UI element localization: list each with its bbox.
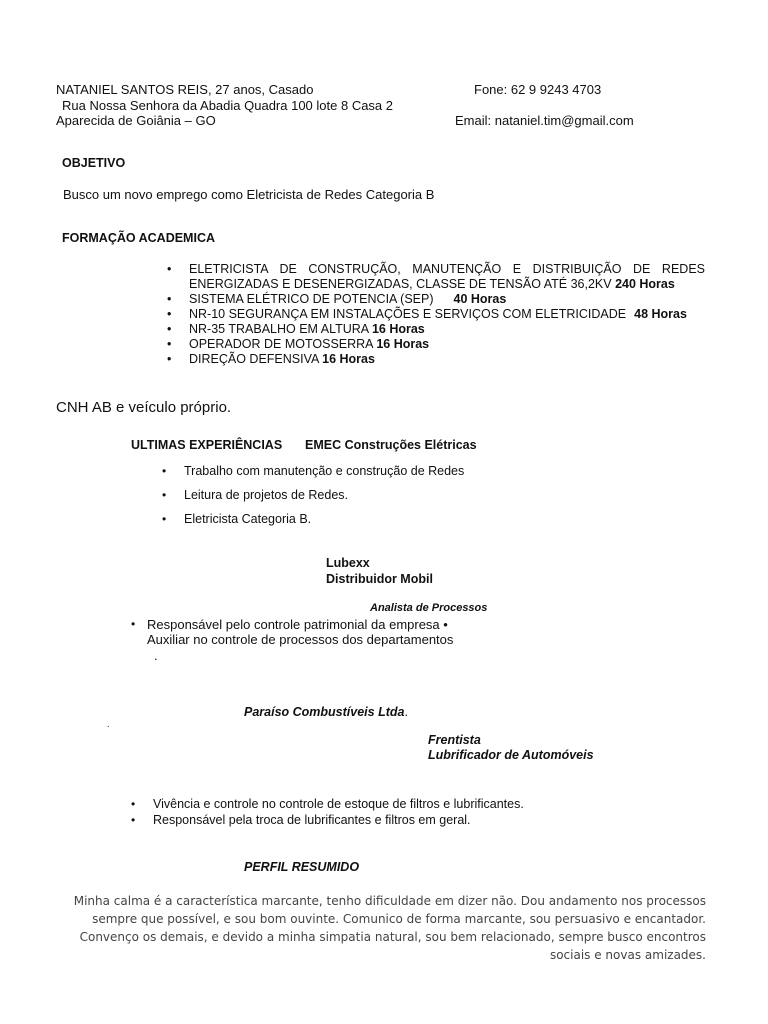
bullet: • [131, 813, 136, 827]
formacao-item-text: NR-10 SEGURANÇA EM INSTALAÇÕES E SERVIÇOS COM ELETRICIDADE [189, 307, 627, 321]
bullet: • [167, 322, 172, 336]
bullet: • [167, 307, 172, 321]
bullet: • [162, 488, 167, 502]
bullet: • [167, 292, 172, 306]
paraiso-item: Vivência e controle no controle de estoque de filtros e lubrificantes. [153, 797, 524, 811]
bullet: • [167, 352, 172, 366]
formacao-title: FORMAÇÃO ACADEMICA [62, 231, 215, 245]
company-paraiso [244, 705, 408, 720]
email: Email: nataniel.tim@gmail.com [455, 113, 634, 128]
phone: Fone: 62 9 9243 4703 [474, 82, 602, 97]
city: Aparecida de Goiânia – GO [56, 113, 216, 128]
perfil-text: Minha calma é a característica marcante, tenho dificuldade em dizer não. Dou andamento nos processos sempre que possível, e sou bom ouvinte. Comunico de forma marcante, sou persuasivo e encantador. Convenço os demais, e devido a minha simpatia natural, sou bem relacionado, sempre busco encontros sociais e novas amizades. [73, 894, 706, 962]
paraiso-role: Frentista [428, 733, 481, 747]
name-line: NATANIEL SANTOS REIS, 27 anos, Casado [56, 82, 314, 97]
formacao-item-text: DIREÇÃO DEFENSIVA [189, 352, 323, 366]
list-item [167, 307, 705, 322]
formacao-item-line1: ELETRICISTA DE CONSTRUÇÃO, MANUTENÇÃO E DISTRIBUIÇÃO DE REDES [189, 262, 705, 276]
formacao-item-text: SISTEMA ELÉTRICO DE POTENCIA (SEP) [189, 292, 434, 306]
formacao-hours: 48 Horas [634, 307, 687, 321]
formacao-hours: 16 Horas [322, 352, 375, 366]
address: Rua Nossa Senhora da Abadia Quadra 100 lote 8 Casa 2 [62, 98, 394, 113]
list-item [167, 352, 705, 367]
bullet: • [131, 797, 136, 811]
emec-item: Leitura de projetos de Redes. [184, 488, 348, 502]
paraiso-item: Responsável pela troca de lubrificantes e filtros em geral. [153, 813, 471, 827]
perfil-title: PERFIL RESUMIDO [244, 860, 360, 874]
formacao-hours: 240 Horas [615, 277, 675, 291]
bullet: • [167, 262, 172, 276]
list-item [167, 337, 705, 352]
lubexx-item: Auxiliar no controle de processos dos departamentos [147, 632, 454, 647]
formacao-hours: 16 Horas [371, 322, 425, 336]
company-lubexx-sub: Distribuidor Mobil [326, 572, 433, 586]
lubexx-item: Responsável pelo controle patrimonial da empresa • [147, 617, 448, 632]
formacao-list [167, 262, 705, 367]
bullet: • [162, 464, 167, 478]
formacao-item-line2: ENERGIZADAS E DESENERGIZADAS, CLASSE DE TENSÃO ATÉ 36,2KV [189, 277, 616, 291]
formacao-item-text: OPERADOR DE MOTOSSERRA [189, 337, 377, 351]
bullet: • [131, 617, 136, 631]
formacao-item-text: NR-35 TRABALHO EM ALTURA [189, 322, 372, 336]
cnh-text: CNH AB e veículo próprio. [56, 399, 232, 416]
bullet: • [162, 512, 167, 526]
stray-dot: . [107, 719, 110, 729]
company-lubexx: Lubexx [326, 556, 370, 570]
bullet: • [167, 337, 172, 351]
experiencias-title: ULTIMAS EXPERIÊNCIAS [131, 438, 283, 452]
list-item [167, 292, 705, 307]
list-item [167, 322, 705, 337]
formacao-hours: 16 Horas [376, 337, 430, 351]
lubexx-role: Analista de Processos [370, 602, 488, 614]
formacao-hours: 40 Horas [453, 292, 507, 306]
emec-item: Eletricista Categoria B. [184, 512, 312, 526]
stray-dot: . [154, 648, 158, 663]
company-emec: EMEC Construções Elétricas [305, 438, 477, 452]
list-item [167, 262, 705, 292]
company-paraiso-name: Paraíso Combustíveis Ltda [244, 705, 405, 719]
paraiso-role: Lubrificador de Automóveis [428, 748, 594, 762]
company-paraiso-dot: . [404, 705, 408, 719]
objetivo-text: Busco um novo emprego como Eletricista de Redes Categoria B [63, 187, 435, 202]
objetivo-title: OBJETIVO [62, 156, 126, 170]
emec-item: Trabalho com manutenção e construção de Redes [184, 464, 465, 478]
